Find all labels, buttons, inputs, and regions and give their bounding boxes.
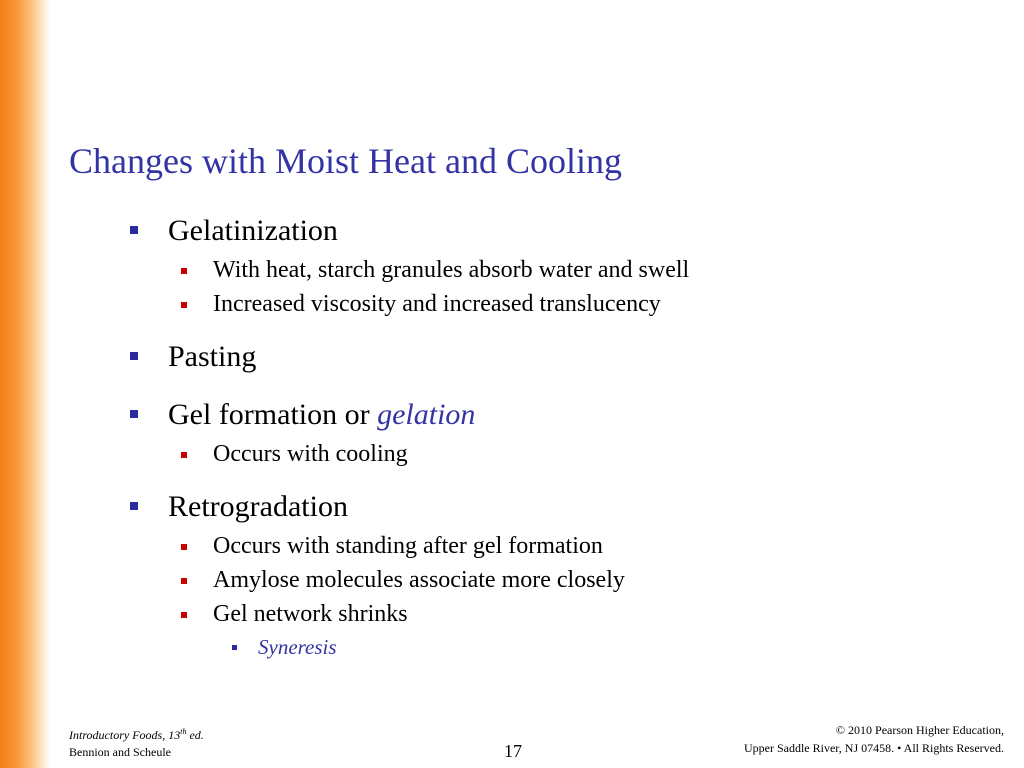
sub-bullet: Occurs with cooling: [213, 441, 408, 468]
footer-copyright: © 2010 Pearson Higher Education, Upper Saddle River, NJ 07458. • All Rights Reserved.: [743, 723, 1004, 755]
square-bullet-icon: [181, 302, 187, 308]
square-bullet-icon: [181, 612, 187, 618]
gelation-term: gelation: [377, 398, 476, 431]
bullet-gelatinization: Gelatinization: [168, 214, 338, 248]
sub-sub-bullet: Syneresis: [258, 635, 337, 660]
square-bullet-icon: [181, 578, 187, 584]
sub-bullet: Gel network shrinks: [213, 601, 408, 628]
square-bullet-icon: [181, 544, 187, 550]
decorative-side-stripe: [0, 0, 50, 768]
square-bullet-icon: [181, 268, 187, 274]
square-bullet-icon: [232, 645, 237, 650]
square-bullet-icon: [181, 452, 187, 458]
book-authors: Bennion and Scheule: [69, 745, 171, 759]
square-bullet-icon: [130, 352, 138, 360]
page-number: 17: [504, 741, 522, 761]
square-bullet-icon: [130, 502, 138, 510]
sub-bullet: With heat, starch granules absorb water and swell: [213, 257, 689, 284]
footer-book-info: [69, 723, 204, 761]
book-title: Introductory Foods, 13th ed.: [69, 727, 204, 742]
square-bullet-icon: [130, 226, 138, 234]
square-bullet-icon: [130, 410, 138, 418]
bullet-pasting: Pasting: [168, 340, 256, 374]
slide-title: Changes with Moist Heat and Cooling: [69, 141, 622, 181]
sub-bullet: Increased viscosity and increased translucency: [213, 291, 661, 318]
sub-bullet: Occurs with standing after gel formation: [213, 533, 603, 560]
bullet-gel-formation: Gel formation or gelation: [168, 398, 475, 432]
sub-bullet: Amylose molecules associate more closely: [213, 567, 625, 594]
bullet-retrogradation: Retrogradation: [168, 490, 348, 524]
